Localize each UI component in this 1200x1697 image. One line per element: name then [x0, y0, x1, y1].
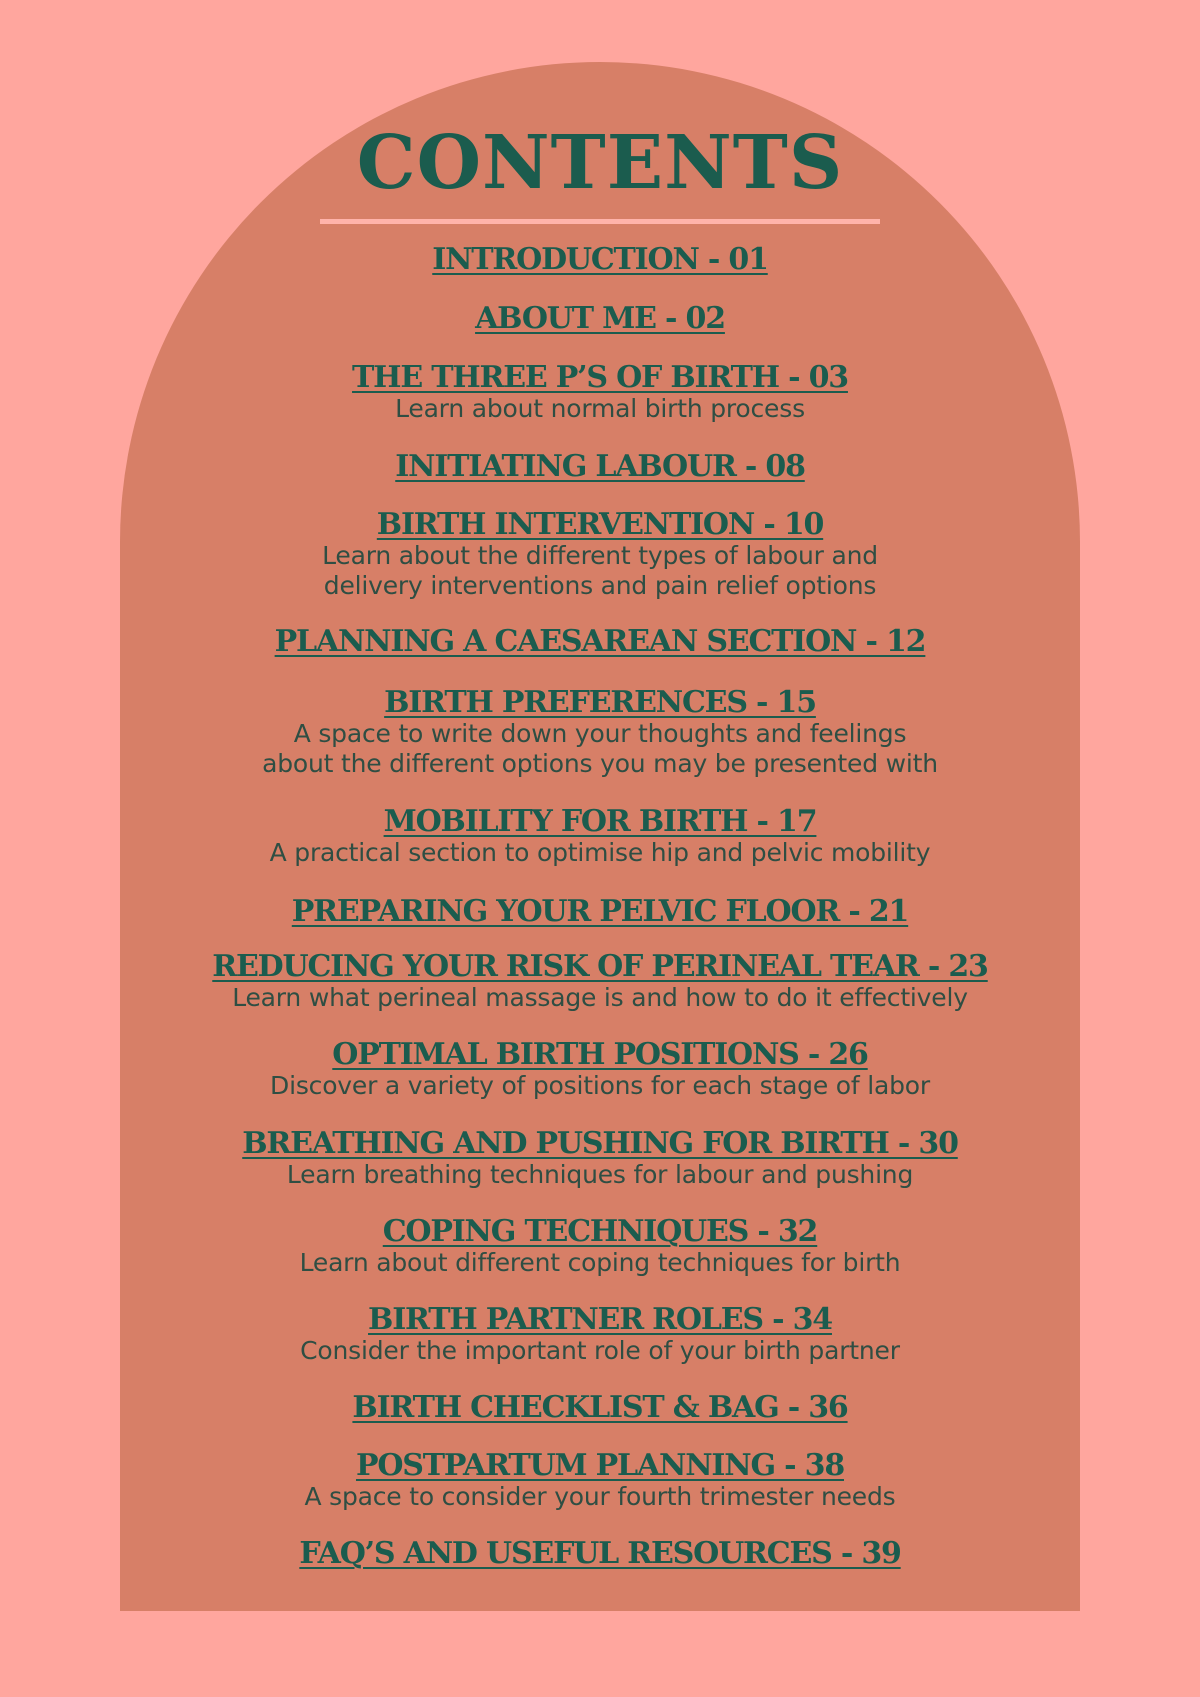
entry-description: A space to consider your fourth trimester needs — [304, 1482, 896, 1511]
entry-description: Learn what perineal massage is and how to do it effectively — [232, 983, 968, 1012]
entry-heading[interactable]: POSTPARTUM PLANNING - 38 — [355, 1448, 844, 1483]
contents-entry-three-ps — [120, 358, 1080, 424]
title-divider — [320, 219, 880, 224]
entry-heading[interactable]: COPING TECHNIQUES - 32 — [382, 1214, 818, 1249]
contents-entry-perineal-tear — [120, 947, 1080, 1013]
contents-entry-breathing — [120, 1124, 1080, 1190]
entry-heading[interactable]: INTRODUCTION - 01 — [432, 242, 768, 277]
entry-heading[interactable]: FAQ’S AND USEFUL RESOURCES - 39 — [299, 1536, 901, 1571]
entry-description: Discover a variety of positions for each stage of labor — [270, 1071, 930, 1100]
entry-heading[interactable]: BIRTH PREFERENCES - 15 — [384, 685, 816, 720]
entry-heading[interactable]: PREPARING YOUR PELVIC FLOOR - 21 — [291, 894, 909, 929]
contents-entry-faqs — [120, 1534, 1080, 1574]
contents-entry-about-me — [120, 299, 1080, 339]
entry-description: delivery interventions and pain relief options — [323, 571, 877, 600]
entry-heading[interactable]: THE THREE P’S OF BIRTH - 03 — [352, 360, 848, 395]
entry-description: A practical section to optimise hip and pelvic mobility — [269, 838, 931, 867]
entry-description: Consider the important role of your birth partner — [300, 1336, 900, 1365]
contents-entry-birth-preferences — [120, 683, 1080, 779]
entry-heading[interactable]: BIRTH CHECKLIST & BAG - 36 — [352, 1390, 848, 1425]
contents-entry-birth-intervention — [120, 505, 1080, 601]
entry-heading[interactable]: BIRTH PARTNER ROLES - 34 — [368, 1302, 832, 1337]
entry-heading[interactable]: PLANNING A CAESAREAN SECTION - 12 — [274, 624, 926, 659]
entry-description: about the different options you may be presented with — [262, 749, 938, 778]
entry-heading[interactable]: REDUCING YOUR RISK OF PERINEAL TEAR - 23 — [212, 949, 988, 984]
entry-description: Learn about different coping techniques for birth — [299, 1248, 901, 1277]
contents-entry-birth-positions — [120, 1035, 1080, 1101]
contents-entry-caesarean — [120, 622, 1080, 662]
entry-description: Learn breathing techniques for labour and pushing — [286, 1160, 914, 1189]
contents-entry-mobility — [120, 802, 1080, 868]
entry-heading[interactable]: OPTIMAL BIRTH POSITIONS - 26 — [332, 1037, 868, 1072]
contents-entry-birth-partner — [120, 1300, 1080, 1366]
contents-entry-pelvic-floor — [120, 892, 1080, 932]
entry-heading[interactable]: ABOUT ME - 02 — [475, 301, 725, 336]
contents-entry-checklist — [120, 1388, 1080, 1428]
entry-description: Learn about the different types of labour and — [322, 541, 878, 570]
contents-entry-introduction — [120, 240, 1080, 280]
page-title: CONTENTS — [356, 120, 844, 206]
entry-heading[interactable]: BREATHING AND PUSHING FOR BIRTH - 30 — [242, 1126, 958, 1161]
contents-entry-coping — [120, 1212, 1080, 1278]
entry-description: Learn about normal birth process — [395, 394, 805, 423]
entry-heading[interactable]: INITIATING LABOUR - 08 — [395, 449, 805, 484]
contents-entry-initiating-labour — [120, 447, 1080, 487]
entry-heading[interactable]: MOBILITY FOR BIRTH - 17 — [383, 804, 817, 839]
contents-entry-postpartum — [120, 1446, 1080, 1512]
entry-description: A space to write down your thoughts and feelings — [293, 719, 907, 748]
entry-heading[interactable]: BIRTH INTERVENTION - 10 — [376, 507, 824, 542]
